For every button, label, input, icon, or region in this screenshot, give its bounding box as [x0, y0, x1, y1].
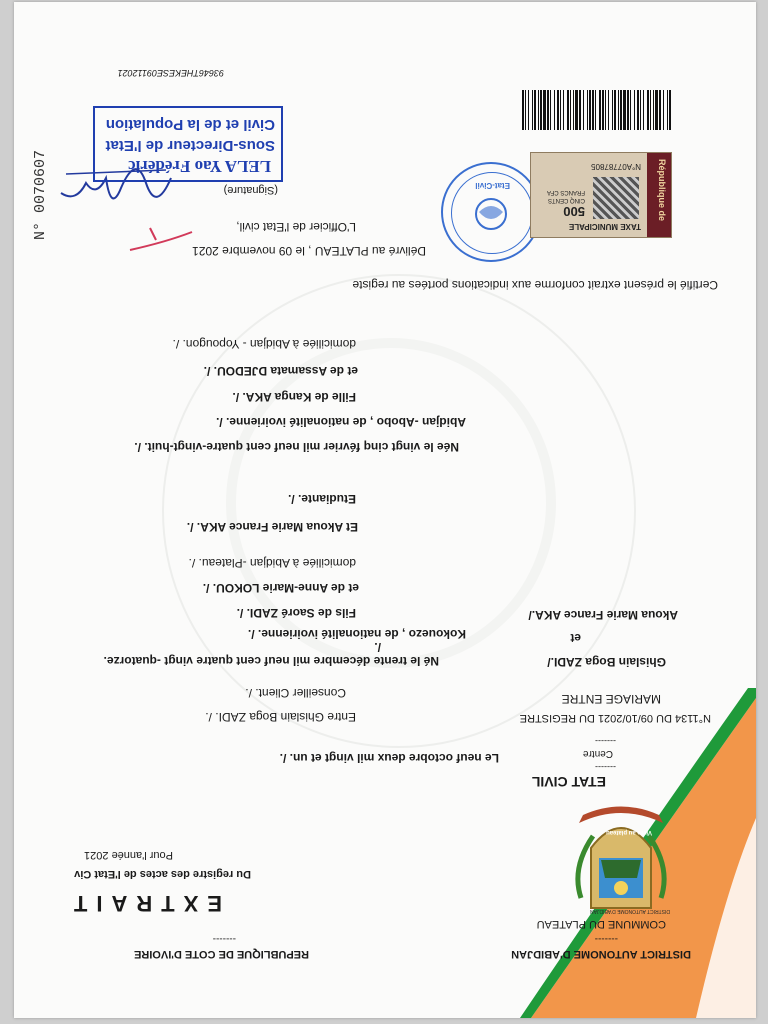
barcode-bar — [525, 90, 526, 130]
barcode-bar — [602, 90, 604, 130]
barcode-bar — [540, 90, 542, 130]
officier-label: L'Officier de l'Etat civil, — [236, 220, 356, 234]
barcode-bar — [640, 90, 641, 130]
et-de-1: et de Anne-Marie LOKOU. /. — [202, 581, 359, 595]
dashes-3: ------- — [595, 762, 616, 772]
groom-birth: Né le trente décembre mil neuf cent quatre vingt -quatorze. — [103, 654, 439, 668]
signature-label: (Signature) — [223, 184, 278, 196]
stamp-title: Sous-Directeur de l'Etat — [105, 137, 275, 154]
barcode-bar — [570, 90, 571, 130]
barcode-bar — [583, 90, 584, 130]
barcode-bar — [608, 90, 609, 130]
groom-birth-cont: /. — [374, 640, 381, 654]
centre-label: Centre — [582, 748, 613, 759]
barcode-bar — [637, 90, 639, 130]
stamp-name: LELA Yao Frédéric — [128, 157, 271, 176]
year-label: Pour l'année 2021 — [84, 849, 173, 861]
barcode-bar — [653, 90, 654, 130]
paper-sheet — [14, 2, 756, 1018]
barcode-bar — [647, 90, 649, 130]
mariage-entre: MARIAGE ENTRE — [561, 692, 661, 706]
delivre-line: Délivré au PLATEAU , le 09 novembre 2021 — [192, 244, 426, 258]
barcode-bar — [612, 90, 613, 130]
barcode-bar — [643, 90, 644, 130]
logo-label: DISTRICT AUTONOME D'ABIDJAN — [590, 908, 670, 914]
groom-name: Ghislain Boga ZADI./ — [547, 655, 666, 669]
tax-stamp — [530, 152, 672, 238]
round-stamp-text: Etat-Civil — [475, 181, 510, 190]
barcode-bar — [573, 90, 574, 130]
dashes-2: ------- — [594, 933, 618, 944]
et-de-2: et de Assamata DJEDOU. /. — [203, 364, 358, 378]
barcode-bar — [567, 90, 569, 130]
date-line: Le neuf octobre deux mil vingt et un. /. — [279, 751, 499, 765]
district-logo-icon — [571, 788, 671, 918]
barcode-bar — [522, 90, 524, 130]
stamp-emblem-icon — [471, 194, 511, 234]
red-check-mark — [126, 224, 196, 254]
domicile-2: domiciliée à Abidjan - Yopougon. /. — [172, 337, 356, 351]
fils-de: Fils de Saoré ZADI. /. — [236, 606, 356, 620]
tax-amount: 500 — [563, 204, 585, 219]
registre-label: Du registre des actes de l'Etat Civ — [74, 868, 251, 880]
barcode-bar — [614, 90, 616, 130]
profession-2: Etudiante. /. — [287, 492, 356, 506]
entre-line: Entre Ghislain Boga ZADI. /. — [205, 710, 356, 724]
extrait-title: EXTRAIT — [64, 891, 222, 916]
tax-number: N°A07787805 — [591, 162, 641, 171]
doc-code: 93646THEKESE09112021 — [117, 68, 224, 78]
barcode-bar — [592, 90, 594, 130]
tax-currency: FRANCS CFA — [546, 189, 585, 195]
barcode-bar — [550, 90, 551, 130]
barcode-bar — [599, 90, 601, 130]
barcode-bar — [620, 90, 622, 130]
tax-amount-words: CINQ CENTS — [547, 197, 585, 203]
barcode-bar — [623, 90, 626, 130]
logo-motto: Vivre au plateau — [606, 829, 652, 835]
barcode-bar — [618, 90, 619, 130]
barcode-bar — [589, 90, 591, 130]
serial-number — [32, 150, 49, 240]
barcode-bar — [557, 90, 559, 130]
republic-label: REPUBLIQUE DE COTE D'IVOIRE — [134, 948, 309, 960]
barcode-bar — [563, 90, 564, 130]
barcode-bar — [579, 90, 581, 130]
dashes-4: ------- — [595, 736, 616, 746]
barcode-bar — [554, 90, 555, 130]
serial-label: N° — [32, 221, 49, 240]
barcode-bar — [595, 90, 596, 130]
district-label: DISTRICT AUTONOME D'ABIDJAN — [511, 948, 691, 960]
bride-name-right: Akoua Marie France AKA./ — [528, 608, 678, 622]
official-stamp — [93, 106, 283, 182]
etat-civil-label: ETAT CIVIL — [531, 774, 606, 790]
tax-title: TAXE MUNICIPALE — [568, 222, 641, 231]
serial-value: 0070607 — [32, 149, 49, 213]
profession-1: Conseiller Client. /. — [245, 686, 346, 700]
et-bride: Et Akoua Marie France AKA. /. — [186, 520, 358, 534]
barcode-bar — [560, 90, 561, 130]
round-mairie-stamp — [441, 162, 541, 262]
registre-ref: N°1134 DU 09/10/2021 DU REGISTRE — [519, 712, 711, 724]
barcode-bar — [659, 90, 661, 130]
barcode-bar — [655, 90, 658, 130]
barcode-bar — [575, 90, 578, 130]
fille-de: Fille de Kanga AKA. /. — [232, 390, 356, 404]
barcode — [519, 90, 671, 130]
stamp-title-2: Civil et de la Population — [105, 116, 275, 133]
barcode-bar — [605, 90, 606, 130]
barcode-bar — [547, 90, 549, 130]
barcode-bar — [532, 90, 533, 130]
barcode-bar — [528, 90, 529, 130]
certifie-line: Certifié le présent extrait conforme aux indications portées au registe — [352, 278, 718, 292]
barcode-bar — [534, 90, 536, 130]
commune-label: COMMUNE DU PLATEAU — [536, 918, 666, 930]
barcode-bar — [538, 90, 539, 130]
bride-place: Abidjan -Abobo , de nationalité ivoirienne. /. — [215, 415, 466, 429]
barcode-bar — [587, 90, 588, 130]
bride-birth: Née le vingt cinq février mil neuf cent quatre-vingt-huit. /. — [134, 440, 459, 454]
barcode-bar — [543, 90, 546, 130]
dashes: ------- — [212, 933, 236, 944]
barcode-bar — [634, 90, 635, 130]
barcode-bar — [630, 90, 631, 130]
barcode-bar — [667, 90, 668, 130]
barcode-bar — [669, 90, 671, 130]
tax-country: République de — [657, 159, 667, 222]
domicile-1: domiciliée à Abidjan -Plateau. /. — [188, 556, 356, 570]
barcode-bar — [627, 90, 629, 130]
groom-place: Kokouezo , de nationalité ivoirienne. /. — [247, 627, 466, 641]
barcode-bar — [663, 90, 664, 130]
et-conj: et — [570, 631, 581, 645]
tax-qr-code — [593, 177, 639, 219]
barcode-bar — [650, 90, 651, 130]
